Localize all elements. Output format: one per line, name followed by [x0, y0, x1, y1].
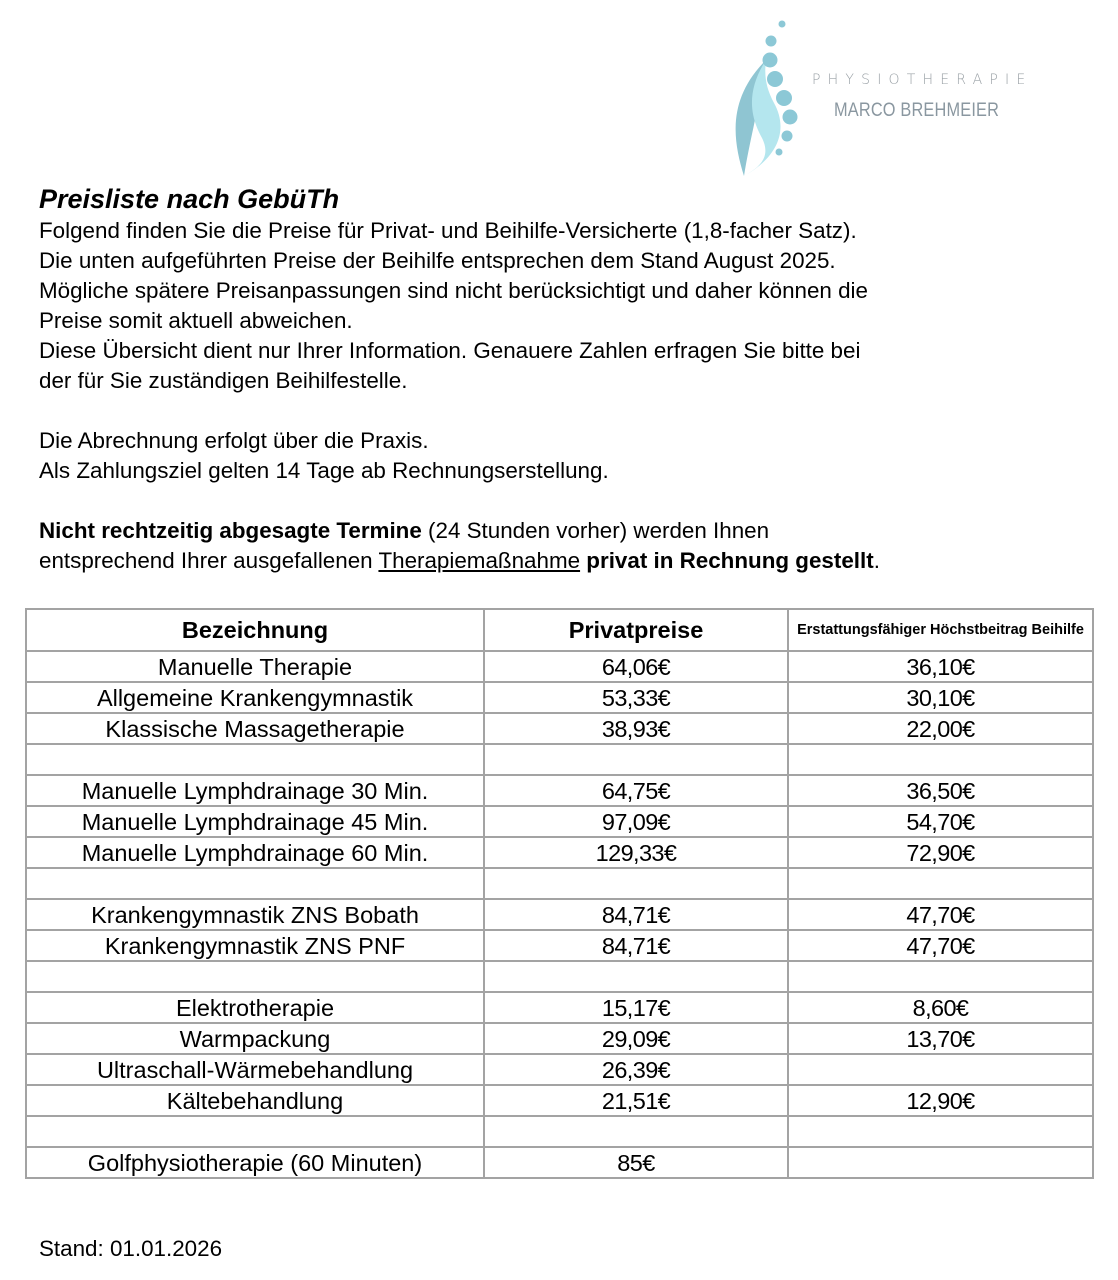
cell-bezeichnung: Manuelle Lymphdrainage 60 Min. — [26, 837, 484, 868]
cell-privatpreis: 38,93€ — [484, 713, 788, 744]
header-bezeichnung: Bezeichnung — [26, 609, 484, 651]
cancellation-bold: Nicht rechtzeitig abgesagte Termine — [39, 518, 422, 543]
cell-beihilfe — [788, 961, 1093, 992]
cell-privatpreis — [484, 868, 788, 899]
table-spacer-row — [26, 744, 1093, 775]
cell-privatpreis — [484, 1116, 788, 1147]
cell-beihilfe: 30,10€ — [788, 682, 1093, 713]
logo-name: MARCO BREHMEIER — [834, 100, 1000, 121]
intro-line: Mögliche spätere Preisanpassungen sind nicht berücksichtigt und daher können die — [39, 278, 868, 303]
cell-privatpreis — [484, 961, 788, 992]
cell-privatpreis — [484, 744, 788, 775]
billing-line: Als Zahlungsziel gelten 14 Tage ab Rechnungserstellung. — [39, 458, 609, 483]
price-table — [25, 608, 1094, 1179]
cell-bezeichnung — [26, 868, 484, 899]
logo-tagline: PHYSIOTHERAPIE — [812, 72, 1033, 88]
table-row — [26, 1054, 1093, 1085]
cell-privatpreis: 85€ — [484, 1147, 788, 1178]
cell-bezeichnung: Krankengymnastik ZNS Bobath — [26, 899, 484, 930]
cell-bezeichnung — [26, 744, 484, 775]
cell-beihilfe: 22,00€ — [788, 713, 1093, 744]
cell-beihilfe: 36,50€ — [788, 775, 1093, 806]
intro-line: Preise somit aktuell abweichen. — [39, 308, 353, 333]
intro-line: Diese Übersicht dient nur Ihrer Information. Genauere Zahlen erfragen Sie bitte bei — [39, 338, 861, 363]
cell-beihilfe — [788, 1054, 1093, 1085]
cell-privatpreis: 15,17€ — [484, 992, 788, 1023]
therapy-measure-underlined: Therapiemaßnahme — [378, 548, 581, 573]
cell-privatpreis: 97,09€ — [484, 806, 788, 837]
intro-line: Die unten aufgeführten Preise der Beihilfe entsprechen dem Stand August 2025. — [39, 248, 836, 273]
cell-bezeichnung: Manuelle Lymphdrainage 45 Min. — [26, 806, 484, 837]
billing-line: Die Abrechnung erfolgt über die Praxis. — [39, 428, 429, 453]
table-row — [26, 682, 1093, 713]
header-beihilfe: Erstattungsfähiger Höchstbeitrag Beihilfe — [788, 609, 1093, 651]
cell-beihilfe — [788, 744, 1093, 775]
cell-beihilfe: 36,10€ — [788, 651, 1093, 682]
intro-line: Folgend finden Sie die Preise für Privat- und Beihilfe-Versicherte (1,8-facher Satz). — [39, 218, 857, 243]
cancellation-notice — [39, 516, 1099, 546]
cell-bezeichnung: Golfphysiotherapie (60 Minuten) — [26, 1147, 484, 1178]
table-spacer-row — [26, 1116, 1093, 1147]
table-row — [26, 713, 1093, 744]
cancellation-text: entsprechend Ihrer ausgefallenen — [39, 548, 379, 573]
cell-privatpreis: 84,71€ — [484, 899, 788, 930]
table-row — [26, 1085, 1093, 1116]
table-row — [26, 806, 1093, 837]
cancellation-notice-line2 — [39, 546, 1099, 576]
cell-bezeichnung: Elektrotherapie — [26, 992, 484, 1023]
table-header-row — [26, 609, 1093, 651]
spacer — [39, 396, 1099, 426]
cell-bezeichnung: Kältebehandlung — [26, 1085, 484, 1116]
cell-beihilfe: 47,70€ — [788, 930, 1093, 961]
cell-privatpreis: 64,75€ — [484, 775, 788, 806]
cell-privatpreis: 29,09€ — [484, 1023, 788, 1054]
table-row — [26, 992, 1093, 1023]
cell-privatpreis: 21,51€ — [484, 1085, 788, 1116]
period: . — [873, 548, 880, 573]
cell-bezeichnung — [26, 1116, 484, 1147]
cell-beihilfe: 47,70€ — [788, 899, 1093, 930]
cell-bezeichnung: Klassische Massagetherapie — [26, 713, 484, 744]
cell-privatpreis: 84,71€ — [484, 930, 788, 961]
table-row — [26, 930, 1093, 961]
table-row — [26, 651, 1093, 682]
stand-date: Stand: 01.01.2026 — [39, 1236, 223, 1261]
table-spacer-row — [26, 961, 1093, 992]
page-title: Preisliste nach GebüTh — [39, 184, 340, 214]
table-row — [26, 837, 1093, 868]
cell-privatpreis: 64,06€ — [484, 651, 788, 682]
cancellation-bold: privat in Rechnung gestellt — [586, 548, 874, 573]
intro-line: der für Sie zuständigen Beihilfestelle. — [39, 368, 408, 393]
cell-privatpreis: 53,33€ — [484, 682, 788, 713]
cell-privatpreis: 129,33€ — [484, 837, 788, 868]
cell-bezeichnung: Allgemeine Krankengymnastik — [26, 682, 484, 713]
header-privatpreise: Privatpreise — [484, 609, 788, 651]
cell-beihilfe — [788, 868, 1093, 899]
cell-bezeichnung: Manuelle Lymphdrainage 30 Min. — [26, 775, 484, 806]
cell-beihilfe: 8,60€ — [788, 992, 1093, 1023]
cell-beihilfe: 13,70€ — [788, 1023, 1093, 1054]
cell-privatpreis: 26,39€ — [484, 1054, 788, 1085]
table-row — [26, 1023, 1093, 1054]
cell-beihilfe: 72,90€ — [788, 837, 1093, 868]
table-row — [26, 899, 1093, 930]
cell-bezeichnung: Manuelle Therapie — [26, 651, 484, 682]
table-row — [26, 775, 1093, 806]
cell-beihilfe — [788, 1116, 1093, 1147]
table-row — [26, 1147, 1093, 1178]
cell-bezeichnung — [26, 961, 484, 992]
spacer — [39, 486, 1099, 516]
cell-bezeichnung: Ultraschall-Wärmebehandlung — [26, 1054, 484, 1085]
cell-beihilfe: 12,90€ — [788, 1085, 1093, 1116]
cell-beihilfe — [788, 1147, 1093, 1178]
cell-bezeichnung: Warmpackung — [26, 1023, 484, 1054]
cell-beihilfe: 54,70€ — [788, 806, 1093, 837]
cell-bezeichnung: Krankengymnastik ZNS PNF — [26, 930, 484, 961]
table-spacer-row — [26, 868, 1093, 899]
intro-text — [39, 216, 1099, 576]
cancellation-text: (24 Stunden vorher) werden Ihnen — [421, 518, 770, 543]
